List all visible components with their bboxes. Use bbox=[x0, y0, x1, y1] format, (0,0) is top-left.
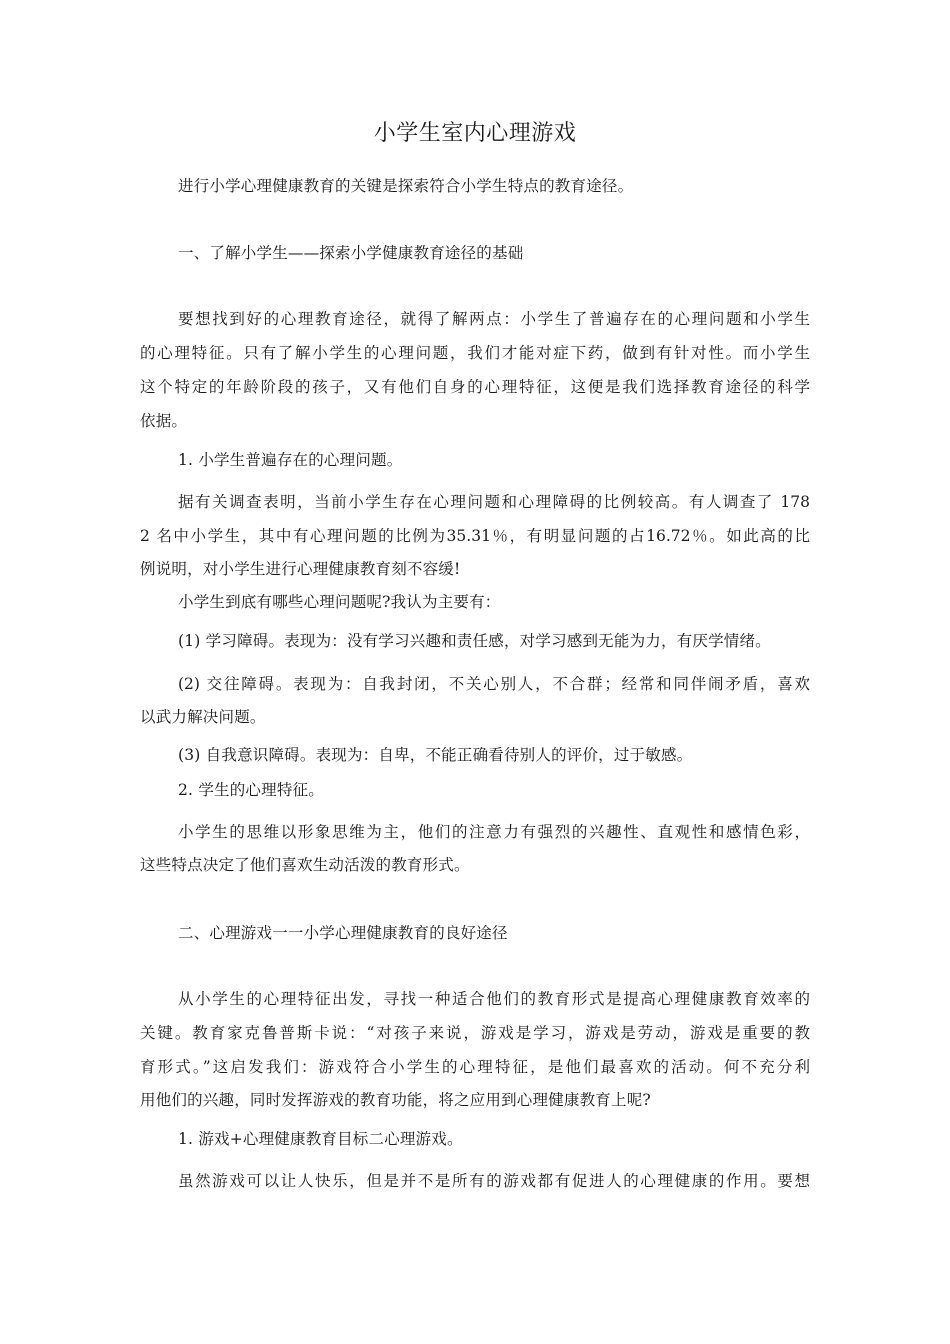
paragraph-line: 这个特定的年龄阶段的孩子，又有他们自身的心理特征，这便是我们选择教育途径的科学 bbox=[140, 378, 810, 396]
section-heading-2: 二、心理游戏一一小学心理健康教育的良好途径 bbox=[178, 924, 508, 942]
paragraph-line: 这些特点决定了他们喜欢生动活泼的教育形式。 bbox=[140, 856, 470, 874]
paragraph-line: 依据。 bbox=[140, 412, 188, 430]
paragraph-line: 2 名中小学生，其中有心理问题的比例为35.31％，有明显问题的占16.72％。如此高的比 bbox=[140, 527, 810, 545]
section-heading-1: 一、了解小学生——探索小学健康教育途径的基础 bbox=[178, 244, 524, 262]
document-title: 小学生室内心理游戏 bbox=[373, 121, 577, 146]
list-item: (2) 交往障碍。表现为：自我封闭，不关心别人，不合群；经常和同伴闹矛盾，喜欢 bbox=[178, 675, 810, 693]
list-item: (1) 学习障碍。表现为：没有学习兴趣和责任感，对学习感到无能为力，有厌学情绪。 bbox=[178, 632, 771, 650]
paragraph-line: 用他们的兴趣，同时发挥游戏的教育功能，将之应用到心理健康教育上呢? bbox=[140, 1091, 651, 1109]
paragraph-line: 据有关调查表明，当前小学生存在心理问题和心理障碍的比例较高。有人调查了 178 bbox=[178, 493, 810, 511]
paragraph-line: 小学生的思维以形象思维为主，他们的注意力有强烈的兴趣性、直观性和感情色彩， bbox=[178, 823, 810, 841]
paragraph-line: 小学生到底有哪些心理问题呢?我认为主要有： bbox=[178, 593, 501, 611]
paragraph-line: 要想找到好的心理教育途径，就得了解两点：小学生了普遍存在的心理问题和小学生 bbox=[178, 310, 810, 328]
paragraph-line: 育形式。”这启发我们：游戏符合小学生的心理特征，是他们最喜欢的活动。何不充分利 bbox=[140, 1058, 810, 1076]
list-item: (3) 自我意识障碍。表现为：自卑，不能正确看待别人的评价，过于敏感。 bbox=[178, 746, 693, 764]
intro-paragraph: 进行小学心理健康教育的关键是探索符合小学生特点的教育途径。 bbox=[178, 177, 634, 195]
subheading-3: 1. 游戏+心理健康教育目标二心理游戏。 bbox=[178, 1130, 463, 1148]
paragraph-line: 的心理特征。只有了解小学生的心理问题，我们才能对症下药，做到有针对性。而小学生 bbox=[140, 344, 810, 362]
paragraph-line: 例说明，对小学生进行心理健康教育刻不容缓! bbox=[140, 560, 461, 578]
paragraph-line: 关键。教育家克鲁普斯卡说：“对孩子来说，游戏是学习，游戏是劳动，游戏是重要的教 bbox=[140, 1024, 810, 1042]
paragraph-line: 虽然游戏可以让人快乐，但是并不是所有的游戏都有促进人的心理健康的作用。要想 bbox=[178, 1172, 810, 1190]
list-item-continuation: 以武力解决问题。 bbox=[140, 708, 266, 726]
paragraph-line: 从小学生的心理特征出发，寻找一种适合他们的教育形式是提高心理健康教育效率的 bbox=[178, 990, 810, 1008]
subheading-1: 1. 小学生普遍存在的心理问题。 bbox=[178, 451, 403, 469]
subheading-2: 2. 学生的心理特征。 bbox=[178, 781, 324, 799]
